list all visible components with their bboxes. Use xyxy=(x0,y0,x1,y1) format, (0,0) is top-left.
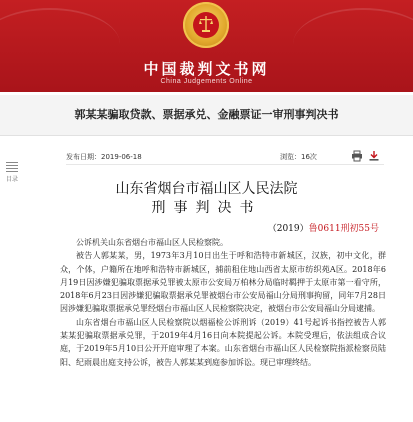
view-count: 浏览：16次 xyxy=(280,153,317,161)
scale-icon xyxy=(199,15,213,33)
case-number xyxy=(268,221,379,234)
paragraph-prosecutor: 公诉机关山东省烟台市福山区人民检察院。 xyxy=(76,238,228,247)
case-number-prefix: （2019） xyxy=(267,224,309,234)
court-name: 山东省烟台市福山区人民法院 xyxy=(115,181,298,197)
document-meta xyxy=(66,150,384,165)
publish-date: 发布日期：2019-06-18 xyxy=(66,153,142,161)
paragraph-defendant: 被告人郭某某，男，1973年3月10日出生于呼和浩特市新城区，汉族，初中文化，群众，个体，户籍所在地呼和浩特市新城区，捕前租住地山西省太原市纺织苑A区。2018年6月19日因涉嫌犯骗取票据承兑罪被太原市公安局万柏林分局临时羁押于太原市第一看守所，2018年6月23日因涉嫌犯骗取票据承兑罪被烟台市公安局福山分局刑事拘留，同年7月28日因涉嫌犯骗取票据承兑罪经烟台市福山区人民检察院决定，被烟台市公安局福山分局逮捕。 xyxy=(60,251,386,314)
toc-label: 目录 xyxy=(5,176,18,183)
site-header xyxy=(0,0,413,92)
document-type: 刑事判决书 xyxy=(151,200,262,216)
document-body xyxy=(60,236,386,369)
case-number-highlight: 鲁0611刑初55号 xyxy=(308,224,379,234)
site-subtitle: China Judgements Online xyxy=(160,78,253,85)
print-icon[interactable] xyxy=(351,150,363,162)
paragraph-procedure: 山东省烟台市福山区人民检察院以烟福检公诉刑诉（2019）41号起诉书指控被告人郭某某犯骗取票据承兑罪，于2019年4月16日向本院提起公诉。本院受理后，依法组成合议庭，于2019年5月10日公开开庭审理了本案。山东省烟台市福山区人民检察院指派检察员陆阳、纪雨晨出庭支持公诉，被告人郭某某到庭参加诉讼。现已审理终结。 xyxy=(60,317,386,367)
download-icon[interactable] xyxy=(368,150,380,162)
court-emblem-icon[interactable] xyxy=(183,2,229,48)
document-title: 郭某某骗取贷款、票据承兑、金融票证一审刑事判决书 xyxy=(0,95,413,136)
site-title[interactable]: 中国裁判文书网 xyxy=(143,60,270,78)
toc-icon xyxy=(6,162,18,172)
